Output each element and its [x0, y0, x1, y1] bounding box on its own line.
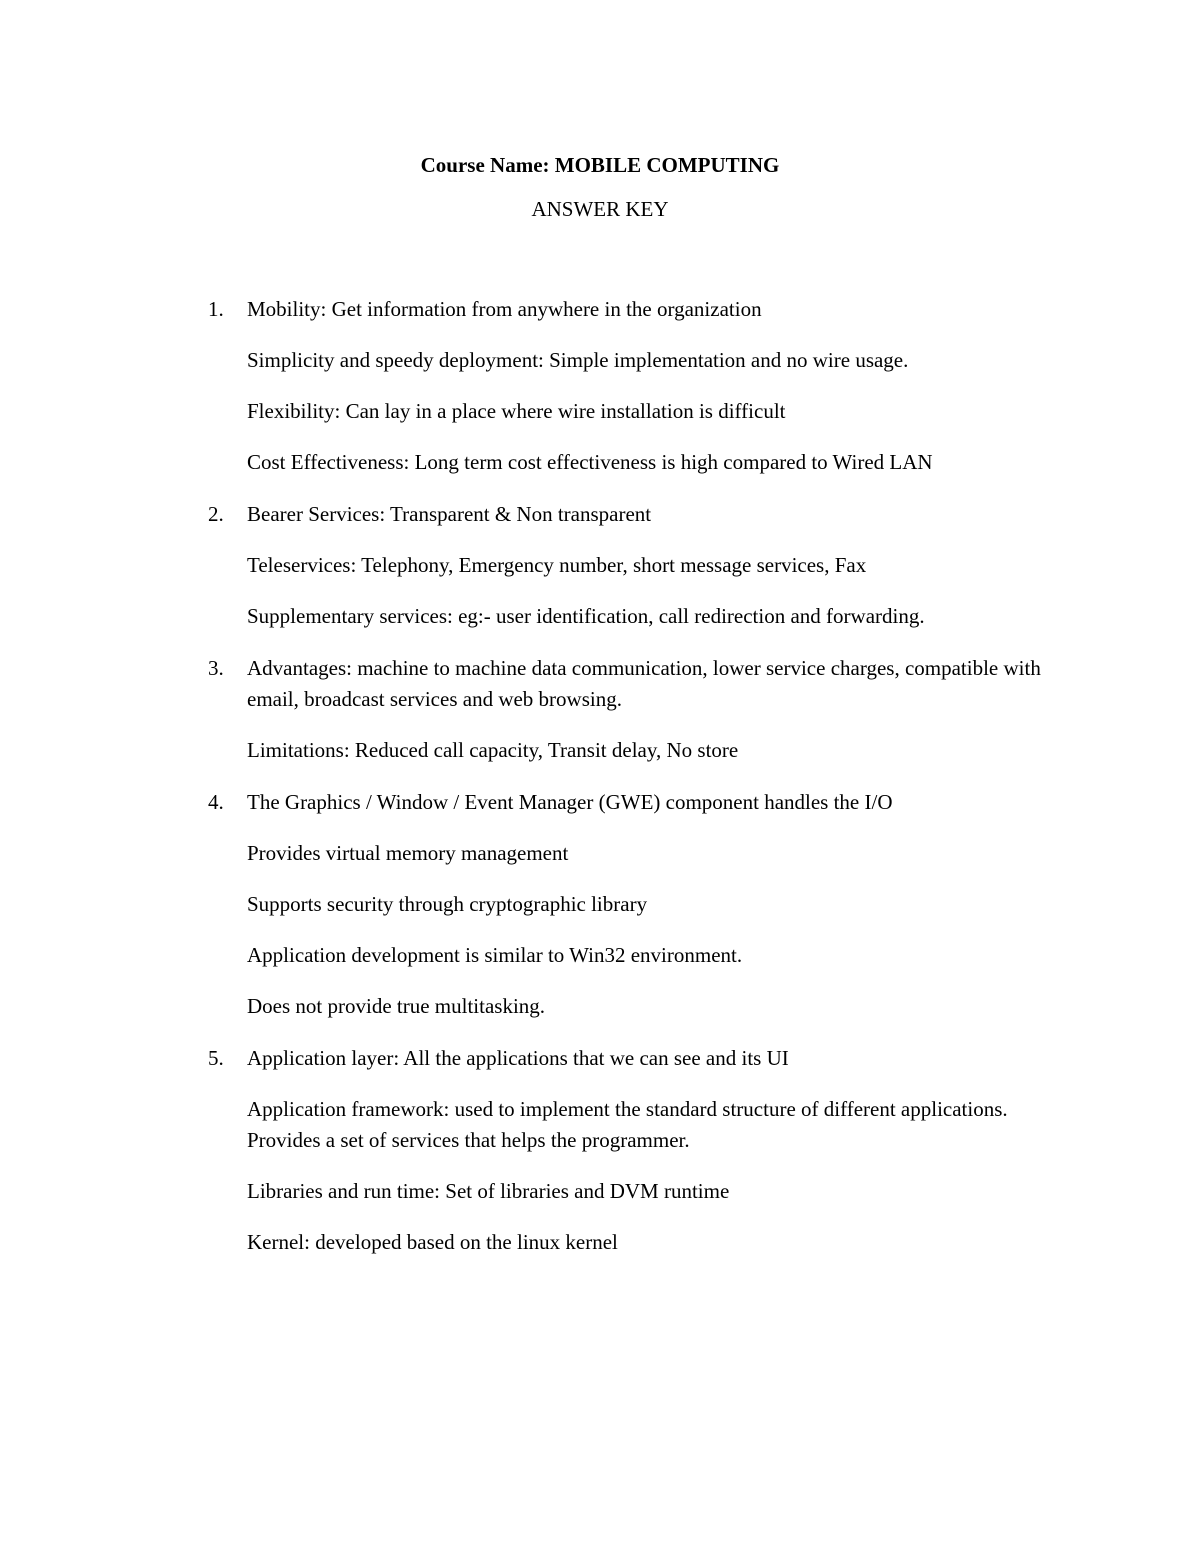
answer-paragraph: Supplementary services: eg:- user identification, call redirection and forwarding.	[247, 604, 925, 628]
answer-paragraph: Flexibility: Can lay in a place where wire installation is difficult	[247, 399, 786, 423]
answer-item	[208, 294, 1058, 478]
answer-item	[208, 787, 1058, 1022]
answer-paragraph: Supports security through cryptographic library	[247, 892, 648, 916]
course-name: MOBILE COMPUTING	[554, 153, 780, 177]
answer-paragraph: Simplicity and speedy deployment: Simple implementation and no wire usage.	[247, 348, 909, 372]
answer-paragraph: Bearer Services: Transparent & Non transparent	[247, 502, 652, 526]
course-title	[0, 150, 1200, 180]
answer-number: 3.	[208, 656, 224, 680]
answer-paragraph: Application layer: All the applications that we can see and its UI	[247, 1046, 789, 1070]
course-label: Course Name:	[420, 153, 550, 177]
answer-paragraph: Cost Effectiveness: Long term cost effectiveness is high compared to Wired LAN	[247, 450, 933, 474]
answer-paragraph: The Graphics / Window / Event Manager (GWE) component handles the I/O	[247, 790, 893, 814]
answer-paragraph: Teleservices: Telephony, Emergency number, short message services, Fax	[247, 553, 867, 577]
answer-paragraph: Does not provide true multitasking.	[247, 994, 546, 1018]
answer-item	[208, 653, 1058, 766]
answer-number: 1.	[208, 297, 224, 321]
answer-list	[208, 294, 1058, 1279]
answer-paragraph: Application framework: used to implement the standard structure of different applications. Provides a set of services that helps the programmer.	[247, 1097, 1008, 1152]
answer-item	[208, 1043, 1058, 1258]
document-header	[0, 150, 1200, 224]
answer-paragraph: Kernel: developed based on the linux kernel	[247, 1230, 618, 1254]
answer-paragraph: Limitations: Reduced call capacity, Transit delay, No store	[247, 738, 739, 762]
answer-paragraph: Libraries and run time: Set of libraries and DVM runtime	[247, 1179, 730, 1203]
answer-paragraph: Mobility: Get information from anywhere in the organization	[247, 297, 762, 321]
answer-paragraph: Application development is similar to Win32 environment.	[247, 943, 743, 967]
answer-number: 5.	[208, 1046, 224, 1070]
answer-number: 2.	[208, 502, 224, 526]
answer-item	[208, 499, 1058, 632]
document-subtitle: ANSWER KEY	[531, 197, 669, 221]
answer-paragraph: Advantages: machine to machine data communication, lower service charges, compatible with email, broadcast services and web browsing.	[247, 656, 1041, 711]
answer-paragraph: Provides virtual memory management	[247, 841, 569, 865]
answer-number: 4.	[208, 790, 224, 814]
